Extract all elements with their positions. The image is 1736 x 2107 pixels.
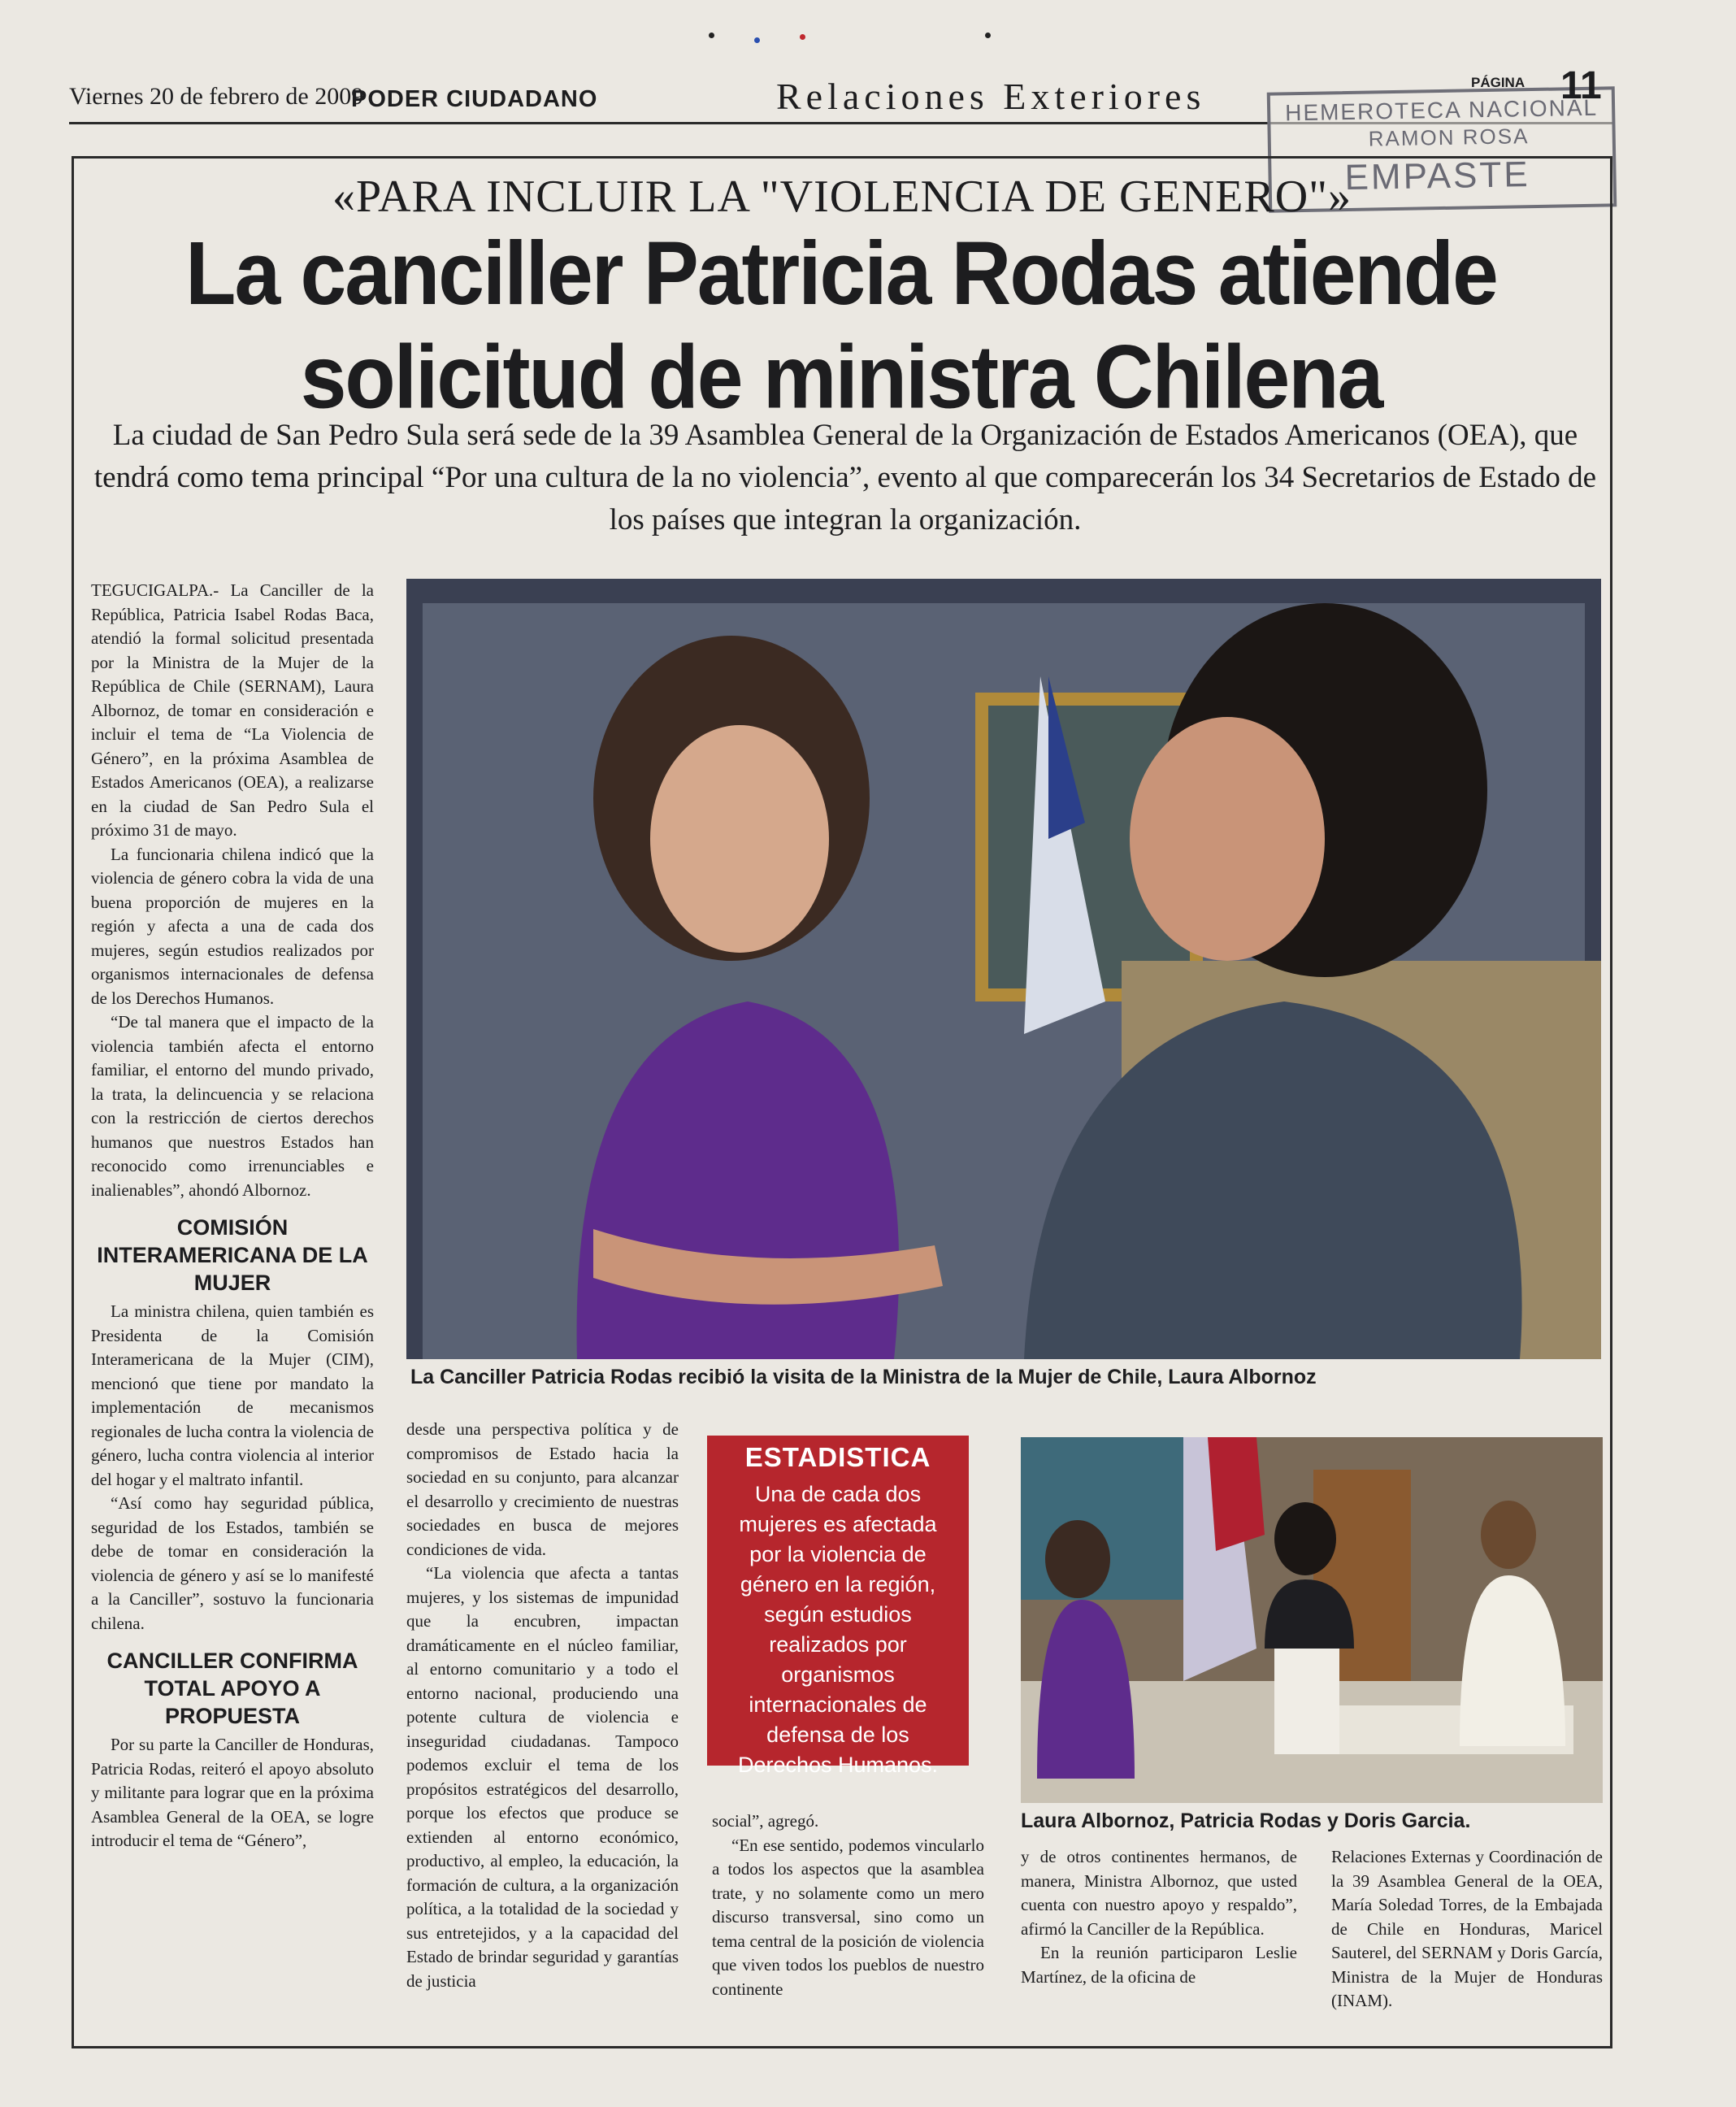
paragraph: social”, agregó. [712,1811,819,1831]
photo-caption: La Canciller Patricia Rodas recibió la visita de la Ministra de la Mujer de Chile, Laura Albornoz [410,1366,1317,1388]
paragraph: Por su parte la Canciller de Honduras, Patricia Rodas, reiteró el apoyo absoluto y militante para lograr que en la próxima Asamblea General de la OEA, se logre introducir el tema de “Género”, [91,1735,374,1850]
header-dot [800,34,805,40]
page-label: PÁGINA [1471,75,1526,90]
paragraph: desde una perspectiva política y de compromisos de Estado hacia la sociedad en su conjunto, para alcanzar el desarrollo y crecimiento de nuestras sociedades en busca de mejores condiciones de vida. [406,1419,679,1559]
article-column [712,1809,984,2001]
article-column [1331,1845,1603,2014]
header-dot [709,33,714,38]
paragraph: “La violencia que afecta a tantas mujeres, y los sistemas de impunidad que la encubren, impactan dramáticamente en el núcleo familiar, al entorno comunitario y a todo el entorno nacional, produciendo una potente cultura de violencia e inseguridad ciudadanas. Tampoco podemos excluir el tema de los propósitos estratégicos del desarrollo, porque los efectos que produce se extienden al entorno económico, productivo, al empleo, la educación, la formación de cultura, a la organización política, a la totalidad de la sociedad y sus entretejidos, y a la capacidad del Estado de brindar seguridad y garantías de justicia [406,1563,679,1991]
header-dot [754,37,760,43]
paragraph: “En ese sentido, podemos vincularlo a todos los aspectos que la asamblea trate, y no solamente como un mero discurso transversal, sino como un tema central de la posición de violencia que viven todos los pueblos de nuestro continente [712,1835,984,1999]
deck: La ciudad de San Pedro Sula será sede de la 39 Asamblea General de la Organización de Estados Americanos (OEA), que tendrá como tema principal “Por una cultura de la no violencia”, evento al que comparecerán los 34 Secretarios de Estado de los países que integran la organización. [93,419,1597,537]
stamp-line: RAMON ROSA [1368,124,1530,151]
section-title: Relaciones Exteriores [776,76,1206,117]
headline-line: La canciller Patricia Rodas atiende [185,223,1497,324]
main-photo [406,579,1601,1359]
secondary-photo [1021,1437,1603,1803]
headline-line: solicitud de ministra Chilena [300,327,1382,428]
paragraph: “De tal manera que el impacto de la violencia también afecta el entorno familiar, el entorno del mundo privado, la trata, la delincuencia y se relaciona con la restricción de ciertos derechos humanos que nuestros Estados han reconocido como irrenunciables e inalienables”, ahondó Albornoz. [91,1012,374,1200]
statistics-box [707,1436,969,1777]
paragraph: “Así como hay seguridad pública, seguridad de los Estados, también se debe de tomar en consideración la violencia de género y así se lo manifesté a la Canciller”, sostuvo la funcionaria chilena. [91,1493,374,1633]
stamp-line: EMPASTE [1344,154,1530,198]
newspaper-name: PODER CIUDADANO [351,86,598,112]
paragraph: TEGUCIGALPA.- La Canciller de la República, Patricia Isabel Rodas Baca, atendió la formal solicitud presentada por la Ministra de la Mujer de la República de Chile (SERNAM), Laura Albornoz, de tomar en consideración e incluir el tema de “La Violencia de Género”, en la próxima Asamblea de Estados Americanos (OEA), a realizarse en la ciudad de San Pedro Sula el próximo 31 de mayo. [91,580,374,840]
header-dot [985,33,991,38]
subheading: COMISIÓN INTERAMERICANA DE LA MUJER [97,1215,368,1295]
statistics-title: ESTADISTICA [744,1442,931,1472]
article-column [1021,1845,1297,1989]
paragraph: Relaciones Externas y Coordinación de la 39 Asamblea General de la OEA, María Soledad Torres, de la Embajada de Chile en Honduras, Maricel Sauterel, del SERNAM y Doris García, Ministra de la Mujer de Honduras (INAM). [1331,1847,1603,2010]
paragraph: La funcionaria chilena indicó que la violencia de género cobra la vida de una buena proporción de mujeres en la región y afecta a una de cada dos mujeres, según estudios realizados por organismos internacionales de defensa de los Derechos Humanos. [91,844,374,1008]
headline [114,222,1569,429]
subheading: CANCILLER CONFIRMA TOTAL APOYO A PROPUESTA [106,1649,358,1728]
photo-caption: Laura Albornoz, Patricia Rodas y Doris Garcia. [1021,1809,1471,1832]
paragraph: En la reunión participaron Leslie Martínez, de la oficina de [1021,1943,1297,1987]
kicker: «PARA INCLUIR LA "VIOLENCIA DE GENERO"» [332,172,1352,222]
paragraph: y de otros continentes hermanos, de manera, Ministra Albornoz, que usted cuenta con nuestro apoyo y respaldo”, afirmó la Canciller de la República. [1021,1847,1297,1939]
stamp-line: HEMEROTECA NACIONAL [1284,94,1599,126]
page-number: 11 [1560,64,1602,107]
article-column [406,1418,679,1993]
statistics-body: Una de cada dos mujeres es afectada por la violencia de género en la región, según estudios realizados por organismos internacionales de defensa de los Derechos Humanos. [737,1482,939,1777]
article-column [91,579,374,1853]
issue-date: Viernes 20 de febrero de 2009 [69,83,364,110]
paragraph: La ministra chilena, quien también es Presidenta de la Comisión Interamericana de la Mujer (CIM), mencionó que tiene por mandato la implementación de mecanismos regionales de lucha contra la violencia de género, lucha contra violencia al interior del hogar y el maltrato infantil. [91,1301,374,1489]
